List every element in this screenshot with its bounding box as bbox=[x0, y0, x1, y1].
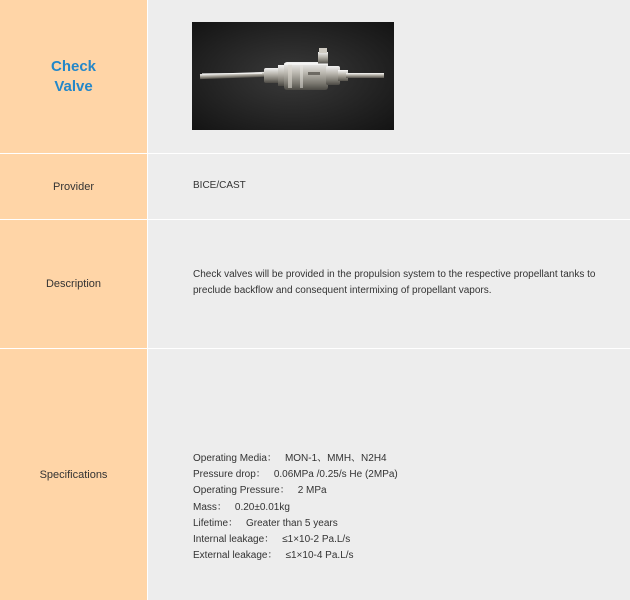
provider-label: Provider bbox=[0, 154, 148, 219]
spec-value: 0.20±0.01kg bbox=[234, 501, 290, 513]
spec-item bbox=[193, 451, 398, 467]
check-valve-illustration bbox=[192, 22, 394, 130]
spec-item bbox=[193, 500, 398, 516]
spec-key: Internal leakage： bbox=[193, 534, 275, 546]
spec-value: MON-1、MMH、N2H4 bbox=[284, 453, 387, 464]
description-label: Description bbox=[0, 220, 148, 348]
spec-value: 0.06MPa /0.25/s He (2MPa) bbox=[273, 469, 398, 481]
spec-value: ≤1×10-2 Pa.L/s bbox=[282, 534, 351, 546]
description-value-cell bbox=[148, 220, 630, 348]
spec-key: Pressure drop： bbox=[193, 469, 266, 481]
spec-value: 2 MPa bbox=[297, 485, 327, 497]
spec-key: Operating Media： bbox=[193, 453, 277, 464]
spec-item bbox=[193, 516, 398, 532]
spec-item bbox=[193, 467, 398, 483]
spec-key: External leakage： bbox=[193, 550, 278, 562]
product-title: Check Valve bbox=[50, 57, 97, 95]
title-row bbox=[0, 0, 630, 154]
provider-value: BICE/CAST bbox=[193, 180, 246, 191]
spec-key: Lifetime： bbox=[193, 517, 239, 529]
spec-key: Mass： bbox=[193, 501, 227, 513]
spec-item bbox=[193, 548, 398, 564]
spec-item bbox=[193, 532, 398, 548]
description-row bbox=[0, 220, 630, 349]
provider-value-cell bbox=[148, 154, 630, 219]
photo-cell bbox=[148, 0, 630, 153]
description-text: Check valves will be provided in the propulsion system to the respective propellant tanks to preclude backflow and consequent intermixing of propellant vapors. bbox=[193, 269, 596, 296]
specifications-value-cell bbox=[148, 349, 630, 600]
specifications-label: Specifications bbox=[0, 349, 148, 600]
spec-list bbox=[193, 451, 398, 564]
spec-key: Operating Pressure： bbox=[193, 485, 290, 497]
specifications-row bbox=[0, 349, 630, 600]
spec-value: Greater than 5 years bbox=[246, 517, 338, 529]
title-cell bbox=[0, 0, 148, 153]
check-valve-photo bbox=[192, 22, 394, 130]
spec-value: ≤1×10-4 Pa.L/s bbox=[285, 550, 354, 562]
spec-item bbox=[193, 483, 398, 499]
provider-row bbox=[0, 154, 630, 220]
